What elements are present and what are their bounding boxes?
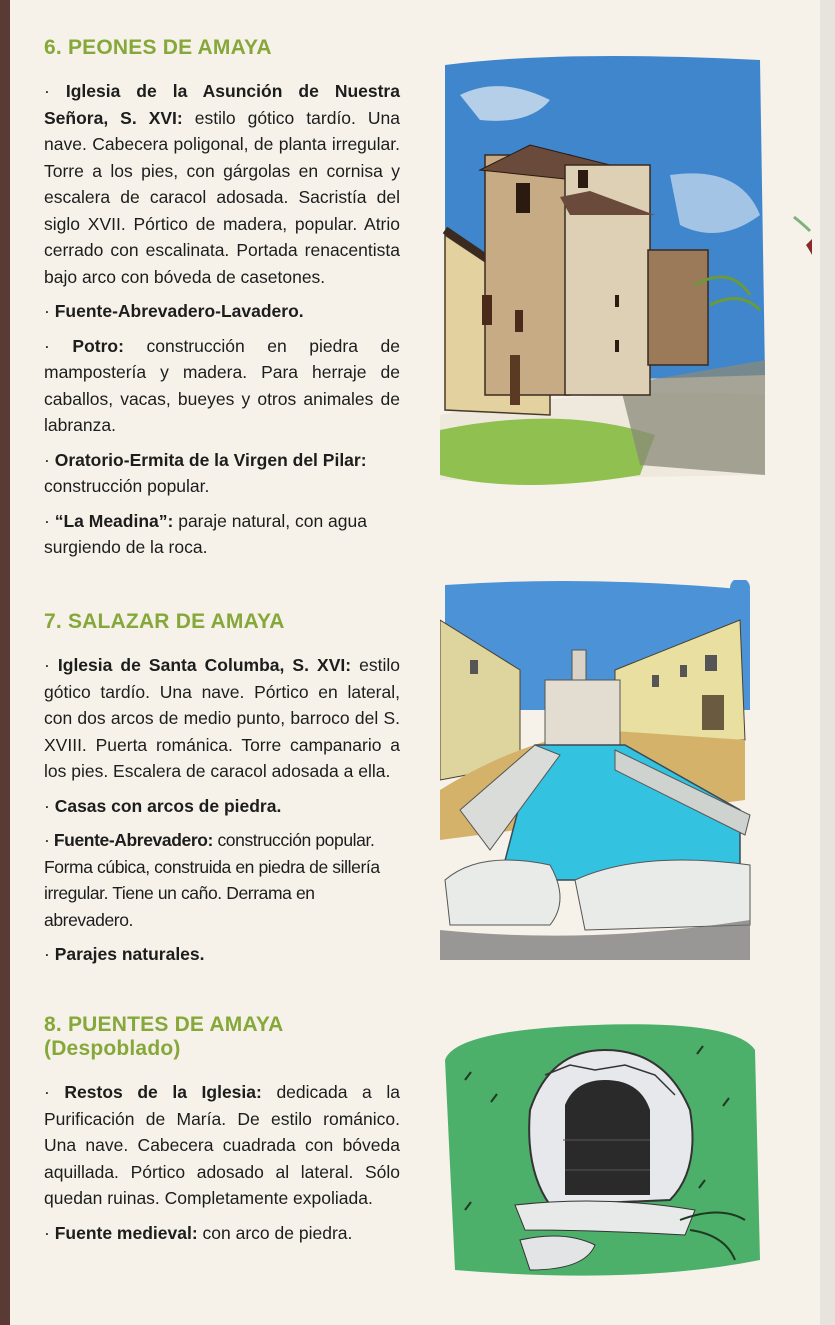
- item-name: Iglesia de la Asunción de Nuestra Señora, S. XVI:: [44, 81, 400, 128]
- section-title: 6. PEONES DE AMAYA: [44, 36, 272, 59]
- item-name: Parajes naturales.: [54, 944, 205, 964]
- list-item: · “La Meadina”: paraje natural, con agua surgiendo de la roca.: [44, 510, 367, 557]
- item-name: Restos de la Iglesia:: [64, 1082, 262, 1102]
- section-subtitle: (Despoblado): [44, 1037, 181, 1060]
- list-item: · Oratorio-Ermita de la Virgen del Pilar: construcción popular.: [44, 449, 367, 496]
- section-title: 8. PUENTES DE AMAYA: [44, 1013, 284, 1036]
- page-edge-right: [820, 0, 835, 1325]
- medieval-fountain-illustration: [435, 1020, 765, 1290]
- list-item: · Casas con arcos de piedra.: [44, 795, 282, 816]
- item-name: Casas con arcos de piedra.: [54, 795, 282, 816]
- item-name: Potro:: [72, 335, 124, 356]
- item-text: estilo gótico tardío. Una nave. Cabecera poligonal, de planta irregular. Torre a los pies, con gárgolas en cornisa y escalera de caracol adosada. Sacristía del siglo XVII. Pórtico de madera, popular. Atrio cerrado con escalinata. Portada renacentista bajo arco con bóveda de casetones.: [44, 107, 400, 287]
- item-name: Fuente-Abrevadero:: [53, 830, 213, 850]
- item-text: construcción en piedra de mampostería y madera. Para herraje de caballos, vacas, bueyes y otros animales de labranza.: [44, 335, 400, 435]
- item-text: con arco de piedra.: [202, 1222, 353, 1243]
- item-text: dedicada a la Purificación de María. De estilo románico. Una nave. Cabecera cuadrada con bóveda aquillada. Pórtico adosado al lateral. Sólo quedan ruinas. Completamente expoliada.: [44, 1082, 400, 1208]
- list-item: · Fuente medieval: con arco de piedra.: [44, 1222, 353, 1243]
- section-salazar: [44, 610, 400, 976]
- item-text: estilo gótico tardío. Una nave. Pórtico en lateral, con dos arcos de medio punto, barroco del S. XVIII. Puerta románica. Torre campanario a los pies. Escalera de caracol adosada a ella.: [44, 655, 400, 781]
- list-item: · Potro: construcción en piedra de mampostería y madera. Para herraje de caballos, vacas, bueyes y otros animales de labranza.: [44, 335, 400, 435]
- item-text: construcción popular.: [44, 476, 210, 496]
- page-edge-left: [0, 0, 10, 1325]
- item-text: construcción popular. Forma cúbica, construida en piedra de sillería irregular. Tiene un caño. Derrama en abrevadero.: [44, 830, 380, 930]
- fountain-trough-illustration: [440, 580, 760, 965]
- item-name: Fuente-Abrevadero-Lavadero.: [54, 301, 304, 321]
- item-name: “La Meadina”:: [54, 510, 174, 531]
- fold-tab-mark: [792, 215, 812, 255]
- list-item: · Fuente-Abrevadero-Lavadero.: [44, 301, 304, 321]
- item-text: paraje natural, con agua surgiendo de la roca.: [44, 510, 367, 557]
- section-puentes: [44, 1013, 400, 1254]
- list-item: · Iglesia de Santa Columba, S. XVI: estilo gótico tardío. Una nave. Pórtico en lateral, con dos arcos de medio punto, barroco del S. XVIII. Puerta románica. Torre campanario a los pies. Escalera de caracol adosada a ella.: [44, 655, 400, 781]
- church-tower-illustration: [440, 55, 770, 495]
- section-title: 7. SALAZAR DE AMAYA: [44, 610, 285, 633]
- list-item: · Parajes naturales.: [44, 944, 205, 964]
- item-name: Fuente medieval:: [54, 1222, 198, 1243]
- list-item: · Fuente-Abrevadero: construcción popular. Forma cúbica, construida en piedra de sillería irregular. Tiene un caño. Derrama en abrevadero.: [44, 830, 380, 930]
- section-peones: [44, 36, 400, 569]
- item-name: Iglesia de Santa Columba, S. XVI:: [57, 655, 352, 675]
- item-name: Oratorio-Ermita de la Virgen del Pilar:: [54, 449, 367, 470]
- list-item: · Iglesia de la Asunción de Nuestra Señora, S. XVI: estilo gótico tardío. Una nave. Cabecera poligonal, de planta irregular. Torre a los pies, con gárgolas en cornisa y escalera de caracol adosada. Sacristía del siglo XVII. Pórtico de madera, popular. Atrio cerrado con escalinata. Portada renacentista bajo arco con bóveda de casetones.: [44, 81, 400, 287]
- list-item: · Restos de la Iglesia: dedicada a la Purificación de María. De estilo románico. Una nave. Cabecera cuadrada con bóveda aquillada. Pórtico adosado al lateral. Sólo quedan ruinas. Completamente expoliada.: [44, 1082, 400, 1208]
